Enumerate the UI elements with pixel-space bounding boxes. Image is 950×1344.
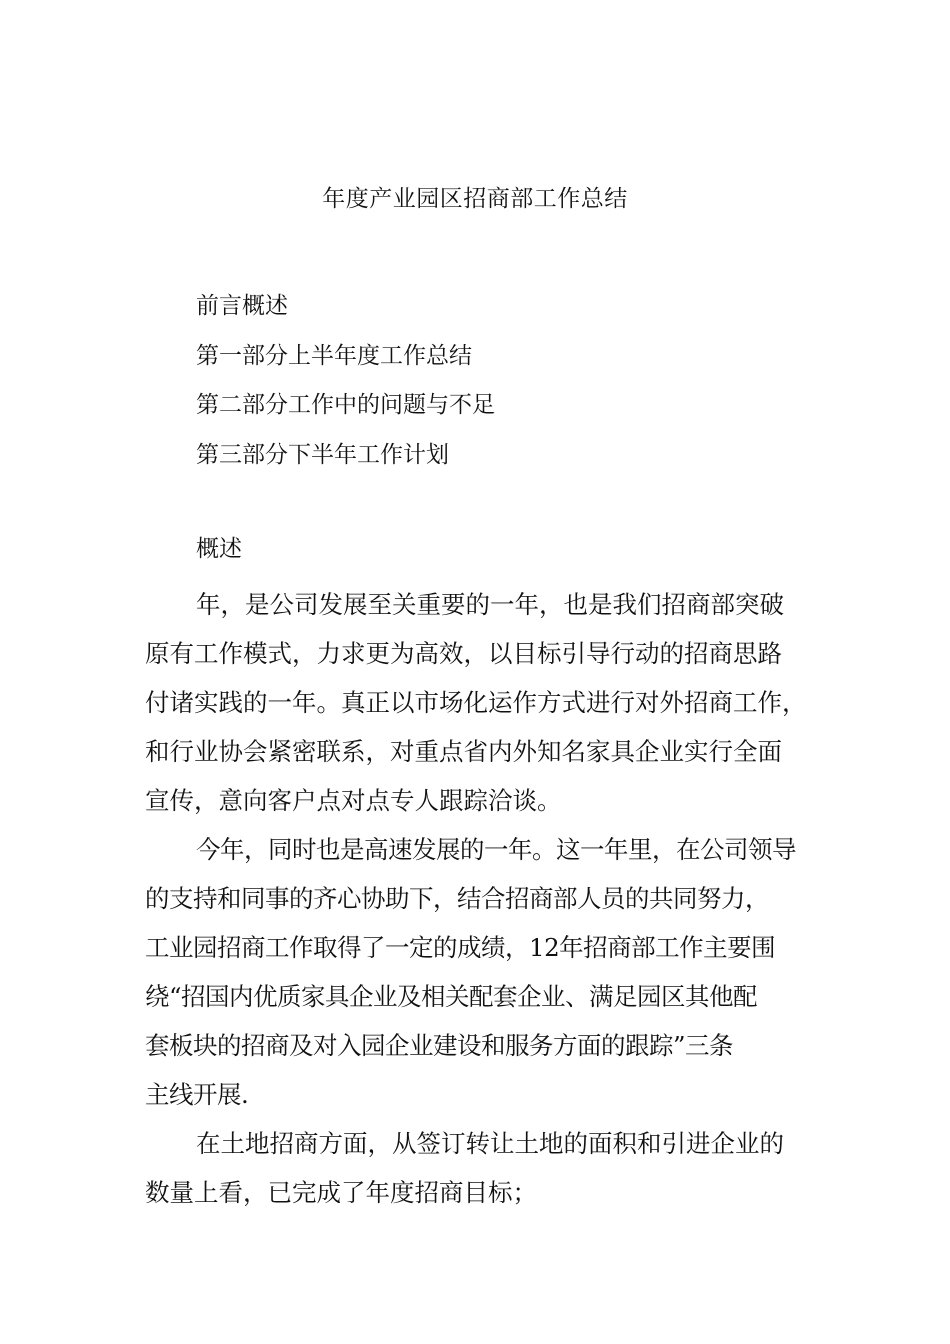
paragraph-1 <box>145 580 815 825</box>
text-line: 绕“招国内优质家具企业及相关配套企业、满足园区其他配 <box>145 982 758 1011</box>
text-line: 套板块的招商及对入园企业建设和服务方面的跟踪”三条 <box>145 1031 734 1060</box>
text-line: 原有工作模式，力求更为高效，以目标引导行动的招商思路 <box>145 639 782 668</box>
text-line: 和行业协会紧密联系，对重点省内外知名家具企业实行全面 <box>145 737 782 766</box>
toc-item-preface: 前言概述 <box>196 293 288 319</box>
paragraph-3 <box>145 1119 815 1217</box>
toc-item-part-two: 第二部分工作中的问题与不足 <box>196 392 495 418</box>
text-line: 数量上看，已完成了年度招商目标； <box>145 1178 537 1207</box>
text-line: 年，是公司发展至关重要的一年，也是我们招商部突破 <box>196 590 784 619</box>
text-line: 宣传，意向客户点对点专人跟踪洽谈。 <box>145 786 562 815</box>
text-line: 付诸实践的一年。真正以市场化运作方式进行对外招商工作， <box>145 688 807 717</box>
toc-item-part-three: 第三部分下半年工作计划 <box>196 441 449 468</box>
text-line: 的支持和同事的齐心协助下，结合招商部人员的共同努力， <box>145 884 769 913</box>
text-line: 工业园招商工作取得了一定的成绩，12年招商部工作主要围 <box>145 933 776 962</box>
body-text <box>145 580 815 1217</box>
text-line: 主线开展. <box>145 1080 249 1109</box>
table-of-contents <box>196 282 796 480</box>
document-title: 年度产业园区招商部工作总结 <box>322 186 628 212</box>
toc-item-part-one: 第一部分上半年度工作总结 <box>196 342 472 369</box>
text-line: 今年，同时也是高速发展的一年。这一年里，在公司领导 <box>196 835 796 864</box>
text-line: 在土地招商方面，从签订转让土地的面积和引进企业的 <box>196 1129 784 1158</box>
section-heading-overview: 概述 <box>196 536 242 562</box>
paragraph-2 <box>145 825 815 1119</box>
